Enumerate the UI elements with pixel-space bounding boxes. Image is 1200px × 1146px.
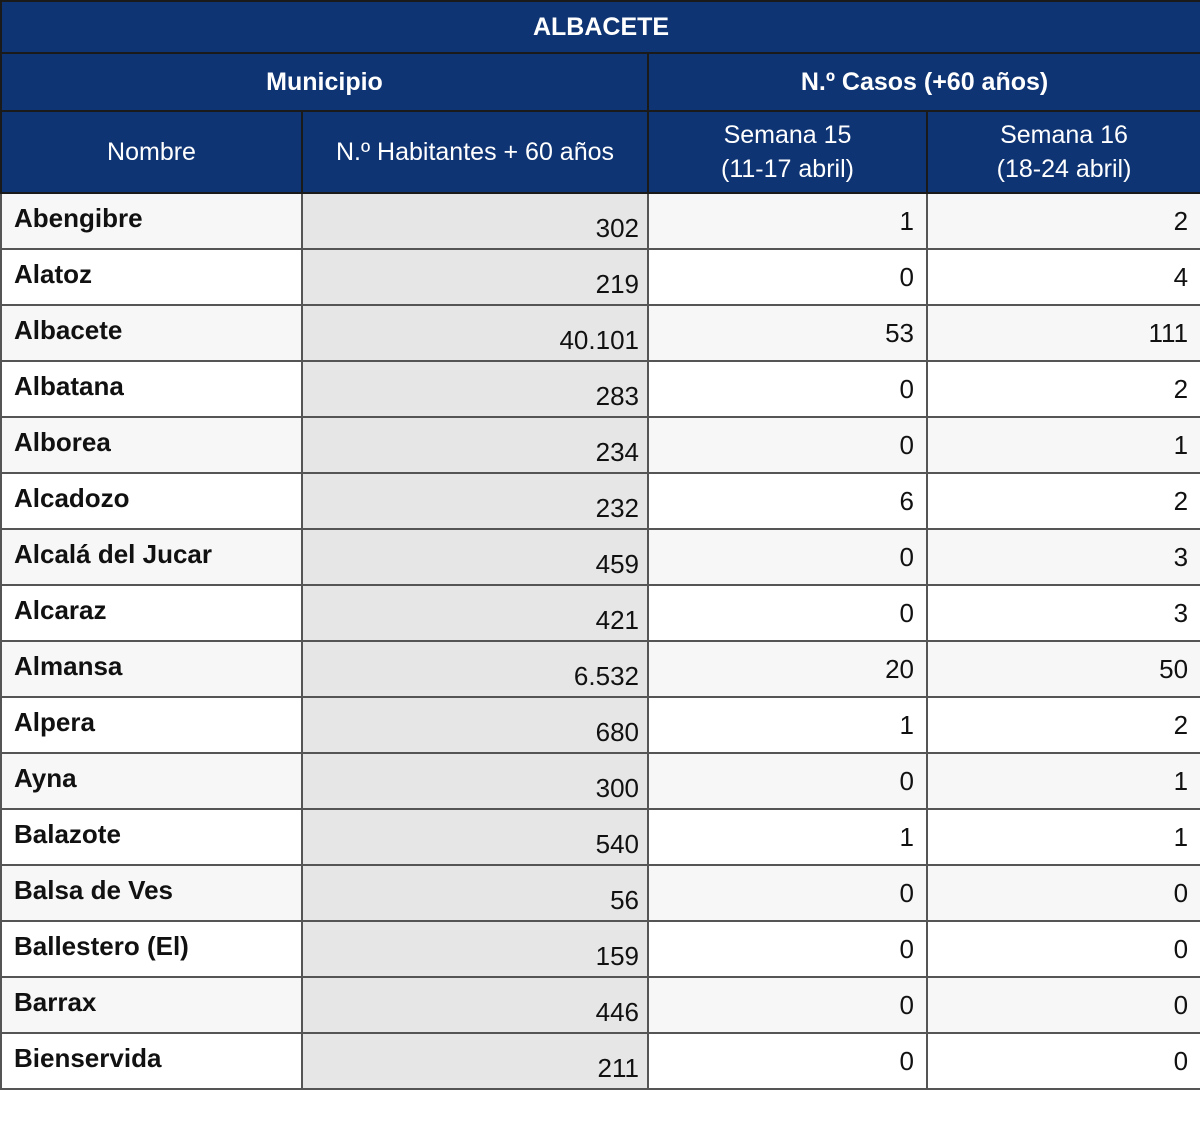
cell-semana-16: 1 (927, 809, 1200, 865)
table-row (1, 361, 1200, 417)
table-header (1, 1, 1200, 193)
column-header-line: N.º Habitantes + 60 años (335, 138, 615, 166)
column-header-semana-15 (648, 111, 927, 193)
cell-semana-15: 1 (648, 697, 927, 753)
cell-semana-16: 50 (927, 641, 1200, 697)
table-row (1, 249, 1200, 305)
cell-semana-15: 0 (648, 529, 927, 585)
table-row (1, 921, 1200, 977)
cell-nombre: Bienservida (1, 1033, 302, 1089)
cell-habitantes: 234 (302, 417, 648, 473)
cell-semana-15: 0 (648, 361, 927, 417)
cell-semana-15: 0 (648, 1033, 927, 1089)
cell-nombre: Alcadozo (1, 473, 302, 529)
table-row (1, 473, 1200, 529)
column-header-semana-16 (927, 111, 1200, 193)
column-header-dates: (11-17 abril) (721, 155, 854, 183)
table-row (1, 977, 1200, 1033)
cell-semana-15: 0 (648, 977, 927, 1033)
cell-nombre: Abengibre (1, 193, 302, 249)
table-row (1, 417, 1200, 473)
cell-habitantes: 300 (302, 753, 648, 809)
table-row (1, 641, 1200, 697)
cell-semana-15: 0 (648, 921, 927, 977)
cell-habitantes: 56 (302, 865, 648, 921)
cell-semana-16: 3 (927, 529, 1200, 585)
table-row (1, 529, 1200, 585)
column-header-dates: (18-24 abril) (996, 155, 1132, 183)
cell-habitantes: 211 (302, 1033, 648, 1089)
cell-habitantes: 40.101 (302, 305, 648, 361)
cell-habitantes: 421 (302, 585, 648, 641)
column-header-line: Nombre (107, 138, 196, 166)
cell-habitantes: 540 (302, 809, 648, 865)
table-row (1, 809, 1200, 865)
table-row (1, 305, 1200, 361)
cell-nombre: Alatoz (1, 249, 302, 305)
column-header-nombre (1, 111, 302, 193)
cell-semana-16: 1 (927, 753, 1200, 809)
table-body (1, 193, 1200, 1089)
cell-semana-16: 2 (927, 193, 1200, 249)
cell-semana-16: 2 (927, 361, 1200, 417)
table-row (1, 193, 1200, 249)
cell-semana-15: 0 (648, 753, 927, 809)
cell-nombre: Balazote (1, 809, 302, 865)
table-row (1, 697, 1200, 753)
cell-nombre: Alpera (1, 697, 302, 753)
cell-semana-15: 0 (648, 865, 927, 921)
cell-semana-15: 6 (648, 473, 927, 529)
cell-habitantes: 219 (302, 249, 648, 305)
cell-habitantes: 302 (302, 193, 648, 249)
cell-nombre: Albatana (1, 361, 302, 417)
table-row (1, 865, 1200, 921)
cell-semana-15: 53 (648, 305, 927, 361)
cell-nombre: Balsa de Ves (1, 865, 302, 921)
cell-semana-15: 0 (648, 249, 927, 305)
cell-semana-15: 20 (648, 641, 927, 697)
group-header-municipio: Municipio (1, 53, 648, 111)
table-row (1, 585, 1200, 641)
cell-nombre: Albacete (1, 305, 302, 361)
column-header-habitantes (302, 111, 648, 193)
cell-semana-15: 1 (648, 809, 927, 865)
cell-habitantes: 159 (302, 921, 648, 977)
cell-semana-16: 0 (927, 977, 1200, 1033)
cell-nombre: Alcaraz (1, 585, 302, 641)
group-header-casos: N.º Casos (+60 años) (648, 53, 1200, 111)
cell-semana-15: 1 (648, 193, 927, 249)
cell-semana-16: 0 (927, 921, 1200, 977)
cell-nombre: Almansa (1, 641, 302, 697)
cell-nombre: Ballestero (El) (1, 921, 302, 977)
cell-semana-16: 2 (927, 697, 1200, 753)
cell-habitantes: 232 (302, 473, 648, 529)
cell-semana-16: 3 (927, 585, 1200, 641)
table-title: ALBACETE (1, 1, 1200, 53)
cell-nombre: Alcalá del Jucar (1, 529, 302, 585)
cell-habitantes: 283 (302, 361, 648, 417)
column-header-line: Semana 15 (723, 121, 852, 149)
cell-semana-16: 0 (927, 1033, 1200, 1089)
cell-habitantes: 459 (302, 529, 648, 585)
cell-nombre: Alborea (1, 417, 302, 473)
cell-habitantes: 6.532 (302, 641, 648, 697)
cell-semana-16: 2 (927, 473, 1200, 529)
table-row (1, 753, 1200, 809)
cell-semana-15: 0 (648, 417, 927, 473)
table-row (1, 1033, 1200, 1089)
cell-nombre: Ayna (1, 753, 302, 809)
cell-nombre: Barrax (1, 977, 302, 1033)
cell-habitantes: 680 (302, 697, 648, 753)
column-header-line: Semana 16 (1000, 121, 1128, 149)
cell-semana-16: 111 (927, 305, 1200, 361)
cell-semana-16: 4 (927, 249, 1200, 305)
cell-semana-15: 0 (648, 585, 927, 641)
cell-semana-16: 0 (927, 865, 1200, 921)
cell-habitantes: 446 (302, 977, 648, 1033)
cell-semana-16: 1 (927, 417, 1200, 473)
